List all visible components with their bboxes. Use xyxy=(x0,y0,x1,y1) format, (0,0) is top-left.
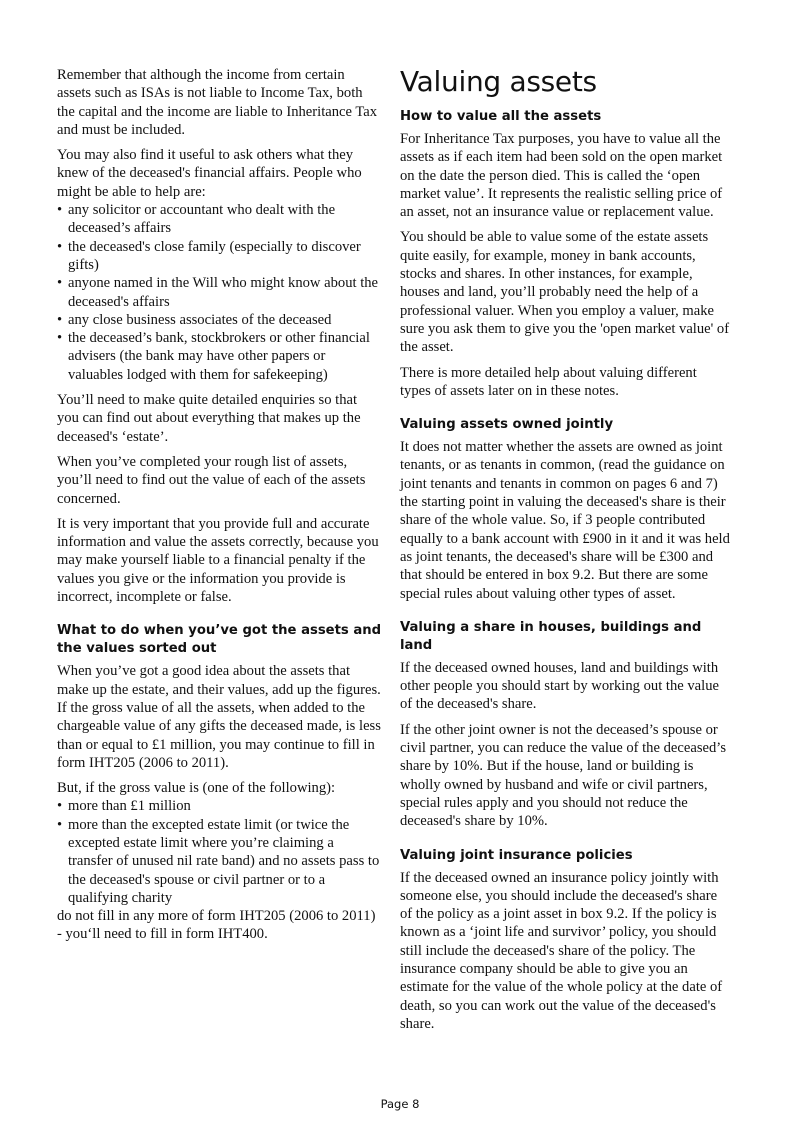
page-number: Page 8 xyxy=(380,1097,420,1111)
paragraph: When you’ve got a good idea about the assets that make up the estate, and their values, add up the figures. If the gross value of all the assets, when added to the chargeable value of any gifts the deceased made, is less than or equal to £1 million, you may continue to fill in form IHT205 (2006 to 2011). xyxy=(57,663,381,771)
paragraph: You should be able to value some of the estate assets quite easily, for example, money in bank accounts, stocks and shares. In other instances, for example, houses and land, you’ll probably need the help of a professional valuer. When you employ a valuer, make sure you ask them to give you the 'open market value' of the asset. xyxy=(400,229,730,356)
section-heading: What to do when you’ve got the assets and the values sorted out xyxy=(57,623,382,657)
paragraph: It does not matter whether the assets are owned as joint tenants, or as tenants in common, (read the guidance on joint tenants and tenants in common on pages 6 and 7) the starting point in valuing the deceased's share is their share of the whole value. So, if 3 people contributed equally to a bank account with £900 in it and it was held as joint tenants, the deceased's share will be £300 and that should be entered in box 9.2. But there are some special rules about valuing other types of asset. xyxy=(400,439,730,602)
paragraph: There is more detailed help about valuing different types of assets later on in these notes. xyxy=(400,364,697,399)
list-item: • the deceased’s bank, stockbrokers or other financial advisers (the bank may have other papers or valuables lodged with them for safekeeping) xyxy=(57,329,382,384)
list-item: • any close business associates of the deceased xyxy=(57,311,382,329)
paragraph: Remember that although the income from certain assets such as ISAs is not liable to Income Tax, both the capital and the income are liable to Inheritance Tax and must be included. xyxy=(57,67,378,138)
list-item: • more than £1 million xyxy=(57,797,382,815)
paragraph: When you’ve completed your rough list of assets, you’ll need to find out the value of each of the assets concerned. xyxy=(57,453,366,507)
paragraph: You may also find it useful to ask others what they knew of the deceased's financial affairs. People who might be able to help are: xyxy=(57,147,362,200)
paragraph: But, if the gross value is (one of the following): xyxy=(57,780,336,797)
paragraph: If the deceased owned houses, land and buildings with other people you should start by working out the value of the deceased's share. xyxy=(400,659,719,713)
left-column xyxy=(57,66,382,951)
right-column xyxy=(400,66,730,1040)
paragraph: You’ll need to make quite detailed enquiries so that you can find out about everything that makes up the deceased's ‘estate’. xyxy=(57,392,361,445)
helpers-list xyxy=(57,201,382,384)
list-item: • the deceased's close family (especially to discover gifts) xyxy=(57,238,382,275)
paragraph: For Inheritance Tax purposes, you have to value all the assets as if each item had been sold on the open market on the date the person died. This is called the ‘open market value’. It represents the realistic selling price of an asset, not an insurance value or replacement value. xyxy=(400,131,723,221)
conditions-list xyxy=(57,797,382,907)
list-item: • any solicitor or accountant who dealt with the deceased’s affairs xyxy=(57,201,382,238)
list-item: • more than the excepted estate limit (or twice the excepted estate limit where you’re claiming a transfer of unused nil rate band) and no assets pass to the deceased's spouse or civil partner or to a qualifying charity xyxy=(57,816,382,907)
paragraph: do not fill in any more of form IHT205 (2006 to 2011) - you‘ll need to fill in form IHT400. xyxy=(57,908,376,943)
section-heading: Valuing joint insurance policies xyxy=(400,847,633,863)
section-heading: How to value all the assets xyxy=(400,109,602,124)
section-heading: Valuing assets owned jointly xyxy=(400,417,614,433)
paragraph: If the deceased owned an insurance policy jointly with someone else, you should include the deceased's share of the policy as a joint asset in box 9.2. If the policy is known as a ‘joint life and survivor’ policy, you should still include the deceased's share of the policy. The insurance company should be able to give you an estimate for the value of the whole policy at the date of death, so you can work out the value of the deceased's share. xyxy=(400,869,723,1032)
page-title: Valuing assets xyxy=(400,65,597,98)
list-item: • anyone named in the Will who might know about the deceased's affairs xyxy=(57,274,382,311)
paragraph: If the other joint owner is not the deceased’s spouse or civil partner, you can reduce the value of the deceased’s share by 10%. But if the house, land or building is wholly owned by husband and wife or civil partners, special rules apply and you should not reduce the deceased's share by 10%. xyxy=(400,721,727,830)
paragraph: It is very important that you provide full and accurate information and value the assets correctly, because you may make yourself liable to a financial penalty if the values you give or the information you provide is incorrect, incomplete or false. xyxy=(57,515,379,606)
section-heading: Valuing a share in houses, buildings and land xyxy=(400,619,702,653)
